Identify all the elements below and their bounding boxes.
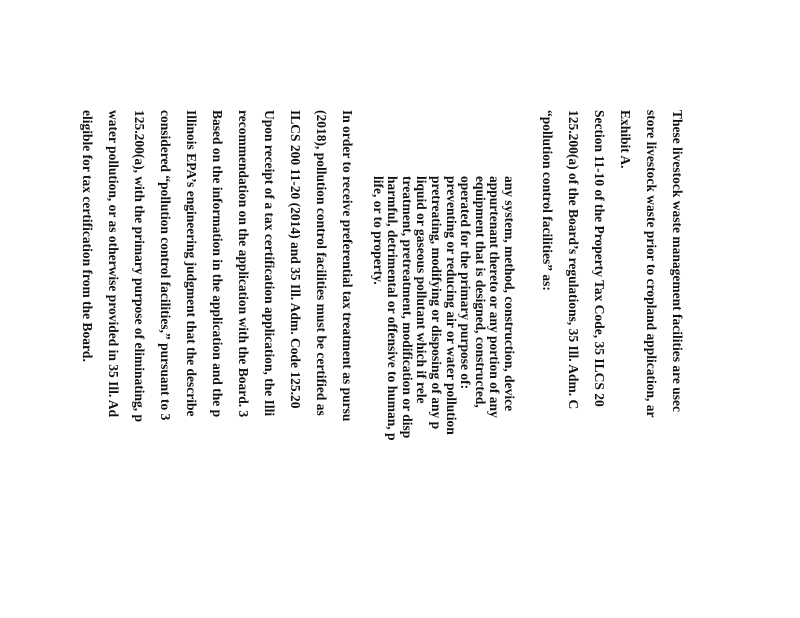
text-line: recommendation on the application with the Board. 3 bbox=[236, 110, 252, 418]
text-line: Based on the information in the application and the p bbox=[210, 110, 226, 418]
quote-line: equipment that is designed, constructed, bbox=[472, 176, 488, 408]
quote-line: pretreating, modifying or disposing of any p bbox=[429, 176, 445, 430]
text-line: “pollution control facilities” as: bbox=[540, 110, 555, 291]
text-line: In order to receive preferential tax treatment as pursu bbox=[340, 110, 356, 422]
text-line: considered “pollution control facilities,” pursuant to 3 bbox=[158, 110, 174, 421]
text-line: Exhibit A. bbox=[618, 110, 633, 169]
rotated-text-block bbox=[80, 110, 690, 618]
text-line: (2018), pollution control facilities must be certified as bbox=[314, 110, 330, 416]
quote-line: harmful, detrimental or offensive to human, p bbox=[385, 176, 401, 441]
text-line: 125.200(a), with the primary purpose of eliminating, p bbox=[132, 110, 148, 422]
quote-line: appurtenant thereto or any portion of any bbox=[487, 176, 503, 418]
text-line: 125.200(a) of the Board’s regulations, 35 Ill. Adm. C bbox=[566, 110, 581, 410]
quote-line: life, or to property. bbox=[370, 176, 386, 285]
text-line: ILCS 200 11-20 (2014) and 35 Ill. Adm. Code 125.20 bbox=[288, 110, 304, 409]
text-line: water pollution, or as otherwise provided in 35 Ill. Ad bbox=[106, 110, 122, 418]
text-line: Section 11-10 of the Property Tax Code, 35 ILCS 20 bbox=[592, 110, 607, 407]
text-line: These livestock waste management facilities are usec bbox=[670, 110, 685, 412]
quote-line: any system, method, construction, device bbox=[502, 176, 517, 412]
quote-line: treatment, pretreatment, modification or disp bbox=[399, 176, 415, 439]
text-line: Illinois EPA’s engineering judgment that the describe bbox=[184, 110, 200, 417]
text-line: Upon receipt of a tax certification application, the Illi bbox=[262, 110, 278, 417]
text-line: eligible for tax certification from the Board. bbox=[80, 110, 96, 362]
text-line: store livestock waste prior to cropland application, ar bbox=[644, 110, 659, 418]
quote-line: liquid or gaseous pollutant which if rele bbox=[414, 176, 430, 404]
quote-line: operated for the primary purpose of: bbox=[458, 176, 474, 390]
block-quote bbox=[370, 176, 516, 618]
quote-line: preventing or reducing air or water pollution bbox=[443, 176, 459, 435]
